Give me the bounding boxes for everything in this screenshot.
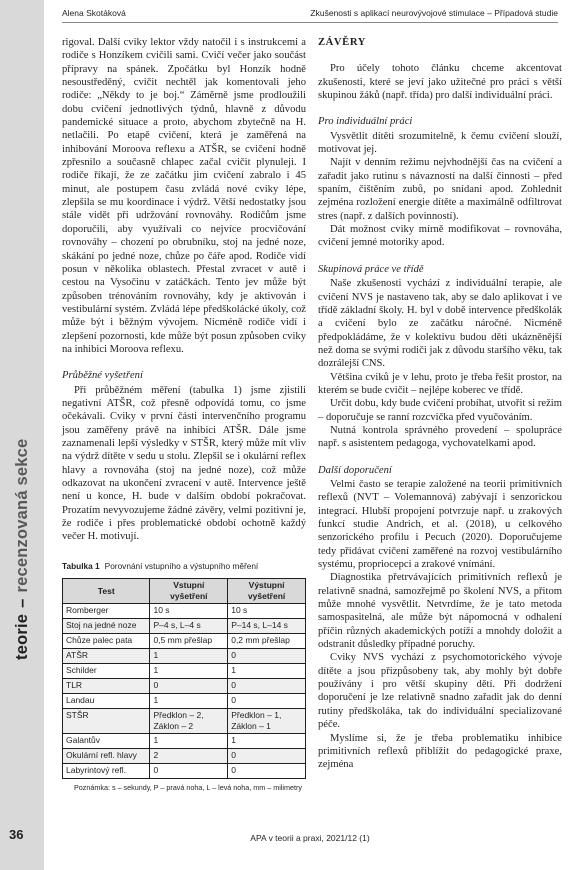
table-header-test: Test	[63, 579, 150, 604]
subheading-group-work: Skupinová práce ve třídě	[318, 263, 424, 275]
subheading-further-recommendations: Další doporučení	[318, 464, 392, 476]
table-cell: 0	[228, 749, 306, 764]
results-table	[62, 578, 306, 779]
table-cell: P–14 s, L–14 s	[228, 619, 306, 634]
table-caption-text: Porovnání vstupního a výstupního měření	[104, 560, 259, 571]
table-cell: Galantův	[63, 734, 150, 749]
table-caption	[62, 560, 306, 573]
table-cell: ATŠR	[63, 649, 150, 664]
table-cell: 0	[228, 694, 306, 709]
paragraph: Nutná kontrola správného provedení – spolupráce např. s asistentem pedagoga, vychovatelkami apod.	[318, 424, 562, 450]
table-row	[63, 709, 306, 734]
table-row	[63, 679, 306, 694]
table-row	[63, 694, 306, 709]
table-cell: 0	[150, 679, 228, 694]
section-label-theory: teorie	[12, 613, 31, 660]
table-cell: Předklon – 2, Záklon – 2	[150, 709, 228, 734]
paragraph: Diagnostika přetrvávajících primitivních reflexů je relativně snadná, samozřejmě po školení NVS, a přitom může mnohé vysvětlit. Netvrdíme, že je tato metoda samospasitelná, ale může být nápomocná v odhalení příčin různých akademických potíží a mnohdy doložit a odstranit důsledky případné poruchy.	[318, 572, 562, 651]
table-cell: P–4 s, L–4 s	[150, 619, 228, 634]
left-column	[62, 36, 306, 792]
table-cell: Landau	[63, 694, 150, 709]
table-body	[63, 604, 306, 779]
table-cell: 0	[228, 679, 306, 694]
paragraph: Cviky NVS vychází z psychomotorického vývoje dítěte a jsou přizpůsobeny tak, aby mohly být dobře používány i pro větší skupiny dětí. Při dodržení doporučení je lze relativně snadno zařadit jak do denní rutiny předškoláka, tak do individuální specializované péče.	[318, 652, 562, 731]
header-running-title: Zkušenosti s aplikací neurovývojové stimulace – Případová studie	[310, 8, 558, 18]
table-header-input: Vstupní vyšetření	[150, 579, 228, 604]
paragraph: Najít v denním režimu nejvhodnější čas na cvičení a zařadit jako rutinu s návazností na další činnosti – před spaním, čištěním zubů, po snídani apod. Zohlednit zejména rozložení energie dítěte a maximálně odfiltrovat stres (např. z dalších povinností).	[318, 157, 562, 222]
paragraph: rigoval. Další cviky lektor vždy natočil i s instrukcemi a rodiče s Honzíkem cvičili sami. Cvičí večer jako součást přípravy na spánek. Zpočátku byl Honzík hodně nesoustředěný, cvičit nechtěl jak komentovali jeho rodiče: „Někdy to je boj.“ Záměrně jsme prodloužili dobu cvičení jednotlivých týdnů, hlavně z důvodu pandemické situace a proto, abychom zbytečně na H. netlačili. Po etapě cvičení, která je zaměřená na inhibování Moroova reflexu a ATŠR, se cvičení hodně zpřesnilo a současně chlapec začal cvičit plynuleji. I rodiče říkají, že ze začátku jim cvičení zabralo i 45 minut, ale postupem času zvládá nové cviky lépe, zlepšila se mu koordinace i výdrž. Větší nedostatky jsou stále vidět při udržování rovnováhy. Rodičům jsme doporučili, aby využívali co nejvíce procvičování rovnováhy – chození po obrubníku, stoj na jedné noze, skákání po jedné noze, chůze po čáře apod. Rodiče vidí posun v několika oblastech. Přestal zvracet v autě i cestou na Vysočinu v zatáčkách. Tento jev může být způsoben trénováním rovnováhy, kdy je aktivován i vestibulární systém. Zvládá lépe předškolácké úkoly, což může být i běžným vývojem. Nicméně rodiče vidí i zlepšení pozornosti, kde může být posun způsoben cviky na inhibici Moroova reflexu.	[62, 37, 306, 355]
table-cell: 0	[150, 764, 228, 779]
table-row	[63, 649, 306, 664]
paragraph: Určit dobu, kdy bude cvičení probíhat, utvořit si režim – doporučuje se ranní rozcvička před vyučováním.	[318, 398, 562, 423]
paragraph: Pro účely tohoto článku chceme akcentovat zkušenosti, které se jeví jako užitečné pro práci s větší skupinou žáků (např. třída) pro další individuální práci.	[318, 63, 562, 102]
table-cell: 1	[228, 734, 306, 749]
table-row	[63, 734, 306, 749]
paragraph: Myslíme si, že je třeba problematiku inhibice primitivních reflexů přiblížit do pedagogické praxe, zejména	[318, 732, 562, 771]
paragraph: Naše zkušenosti vychází z individuální terapie, ale cvičení NVS je nastaveno tak, aby se dalo aplikovat i ve třídě základní školy. H. byl v době intervence předškolák a cvičení bylo ze začátku náročné. Nicméně předpokládáme, že v kolektivu budou děti ukázněnější než doma se svými rodiči jak z důvodu staršího věku, tak dozrálejší CNS.	[318, 278, 562, 370]
table-header-output: Výstupní vyšetření	[228, 579, 306, 604]
table-row	[63, 634, 306, 649]
table-cell: Chůze palec pata	[63, 634, 150, 649]
table-cell: Předklon – 1, Záklon – 1	[228, 709, 306, 734]
table-cell: 0,2 mm přešlap	[228, 634, 306, 649]
table-cell: Okulární refl. hlavy	[63, 749, 150, 764]
paragraph: Velmi často se terapie založené na teorii primitivních reflexů (NVT – Volemannová) zabývají i senzorickou integrací. Hlubší propojení potvrzuje např. u zrakových funkcí studie Andrich, et al. (2018), u celkového senzorického profilu i Pecuch (2020). Doporučujeme tedy přidávat cvičení zaměřené na rozvoj vestibulárního systému, propriocepci a zrakové vnímání.	[318, 478, 562, 571]
table-row	[63, 664, 306, 679]
table-cell: TLR	[63, 679, 150, 694]
table-cell: Romberger	[63, 604, 150, 619]
table-cell: 10 s	[150, 604, 228, 619]
header-author: Alena Skotáková	[62, 8, 126, 18]
section-label-separator: –	[12, 598, 31, 608]
table-cell: STŠR	[63, 709, 150, 734]
table-cell: 1	[150, 649, 228, 664]
table-row	[63, 604, 306, 619]
page-header	[62, 8, 558, 22]
paragraph: Vysvětlit dítěti srozumitelně, k čemu cvičení slouží, motivovat jej.	[318, 130, 562, 156]
table-cell: 0	[228, 649, 306, 664]
table-cell: Labyrintový refl.	[63, 764, 150, 779]
table-cell: 1	[228, 664, 306, 679]
table-row	[63, 749, 306, 764]
page-footer: APA v teorii a praxi, 2021/12 (1)	[250, 833, 370, 843]
paragraph: Většina cviků je v lehu, proto je třeba řešit prostor, na kterém se bude cvičit – nejlépe koberec ve třídě.	[318, 371, 562, 396]
paragraph: Při průběžném měření (tabulka 1) jsme zjistili negativní ATŠR, což přesně odpovídá tomu, co jsme očekávali. Cviky v první části intervenčního programu jsou zaměřeny právě na inhibici ATŠR. Dále jsme zaznamenali lepší výsledky v STŠR, který může mít vliv na výdrž dítěte v sedu u stolu. Zlepšil se i okulární reflex hlavy a rovnováha (stoj na jedné noze), což může odkazovat na ukončení zvracení v autě. Intervence ještě není u konce, H. bude v dalším období pokračovat. Prozatím nevyvozujeme žádné závěry, velmi pozitivní je, že rodiče i přes problematické období ochotně každý večer H. motivují.	[62, 384, 306, 543]
subheading-interim-exam: Průběžné vyšetření	[62, 370, 143, 382]
section-heading-conclusions: ZÁVĚRY	[318, 37, 366, 48]
table-row	[63, 764, 306, 779]
section-label	[2, 360, 42, 660]
header-divider	[62, 22, 558, 23]
right-column	[318, 36, 562, 772]
table-label: Tabulka 1	[62, 560, 100, 571]
table-cell: 1	[150, 694, 228, 709]
subheading-individual-work: Pro individuální práci	[318, 116, 413, 128]
table-cell: 2	[150, 749, 228, 764]
table-header-row	[63, 579, 306, 604]
table-row	[63, 619, 306, 634]
section-label-reviewed: recenzovaná sekce	[12, 438, 31, 593]
table-cell: 0	[228, 764, 306, 779]
page-number: 36	[9, 827, 24, 842]
table-cell: 10 s	[228, 604, 306, 619]
table-cell: Stoj na jedné noze	[63, 619, 150, 634]
section-sidebar	[0, 0, 44, 870]
table-cell: 0,5 mm přešlap	[150, 634, 228, 649]
table-note: Poznámka: s – sekundy, P – pravá noha, L – levá noha, mm – milimetry	[74, 783, 302, 793]
table-cell: Schilder	[63, 664, 150, 679]
table-cell: 1	[150, 664, 228, 679]
table-cell: 1	[150, 734, 228, 749]
paragraph: Dát možnost cviky mírně modifikovat – rovnováha, cvičení jemné motoriky apod.	[318, 224, 562, 249]
